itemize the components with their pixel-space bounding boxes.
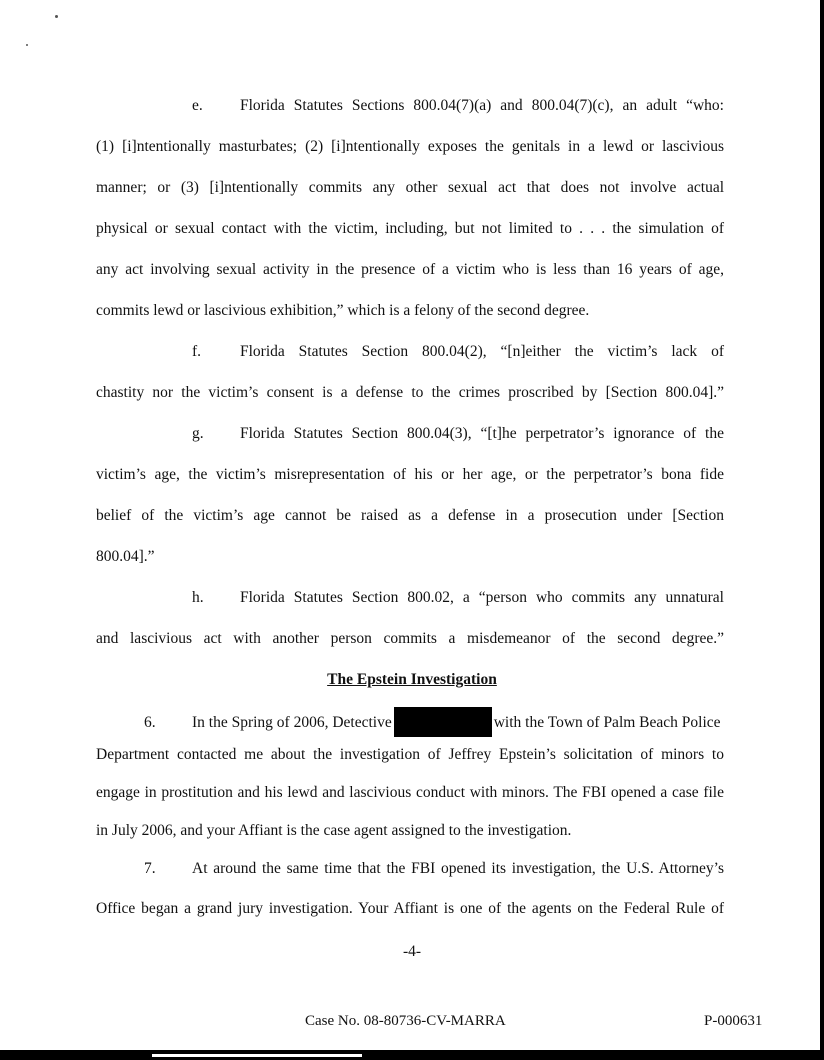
clause-e-line	[192, 97, 724, 115]
body-line: (1) [i]ntentionally masturbates; (2) [i]ntentionally exposes the genitals in a lewd or lascivious	[96, 138, 724, 155]
bates-number: P-000631	[704, 1013, 763, 1029]
body-line: in July 2006, and your Affiant is the case agent assigned to the investigation.	[96, 822, 572, 839]
scan-border-right	[820, 0, 824, 1060]
paragraph-6-first-line	[144, 708, 724, 738]
body-line: any act involving sexual activity in the presence of a victim who is less than 16 years of age,	[96, 261, 724, 278]
paragraph-text: In the Spring of 2006, Detective	[192, 714, 392, 731]
clause-text: Florida Statutes Section 800.02, a “person who commits any unnatural	[240, 589, 724, 606]
clause-text: Florida Statutes Section 800.04(2), “[n]either the victim’s lack of	[240, 343, 724, 360]
clause-label: h.	[192, 589, 204, 606]
body-line: and lascivious act with another person commits a misdemeanor of the second degree.”	[96, 630, 724, 647]
redaction-box	[394, 707, 492, 737]
body-line: manner; or (3) [i]ntentionally commits any other sexual act that does not involve actual	[96, 179, 724, 196]
body-line: victim’s age, the victim’s misrepresentation of his or her age, or the perpetrator’s bona fide	[96, 466, 724, 483]
paragraph-text: At around the same time that the FBI opened its investigation, the U.S. Attorney’s	[192, 860, 724, 877]
paragraph-number: 6.	[144, 714, 156, 731]
body-line: belief of the victim’s age cannot be raised as a defense in a prosecution under [Section	[96, 507, 724, 524]
scan-border-bottom	[0, 1050, 824, 1060]
scan-speck	[26, 44, 28, 46]
clause-f-line	[192, 343, 724, 361]
clause-text: Florida Statutes Sections 800.04(7)(a) and 800.04(7)(c), an adult “who:	[240, 97, 724, 114]
body-line: physical or sexual contact with the victim, including, but not limited to . . . the simulation of	[96, 220, 724, 237]
page-number: -4-	[402, 943, 422, 960]
clause-label: f.	[192, 343, 202, 360]
scan-speck	[55, 15, 58, 18]
paragraph-7-first-line	[144, 860, 724, 878]
paragraph-text: with the Town of Palm Beach Police	[493, 714, 721, 731]
body-line: Office began a grand jury investigation. Your Affiant is one of the agents on the Federal Rule of	[96, 900, 724, 917]
clause-h-line	[192, 589, 724, 607]
clause-label: g.	[192, 425, 204, 442]
body-line: commits lewd or lascivious exhibition,” which is a felony of the second degree.	[96, 302, 590, 319]
body-line: Department contacted me about the investigation of Jeffrey Epstein’s solicitation of minors to	[96, 746, 724, 763]
case-number: Case No. 08-80736-CV-MARRA	[305, 1013, 506, 1029]
clause-label: e.	[192, 97, 203, 114]
body-line: chastity nor the victim’s consent is a defense to the crimes proscribed by [Section 800.04].”	[96, 384, 724, 401]
body-line: engage in prostitution and his lewd and lascivious conduct with minors. The FBI opened a case file	[96, 784, 724, 801]
clause-text: Florida Statutes Section 800.04(3), “[t]he perpetrator’s ignorance of the	[240, 425, 724, 442]
section-heading: The Epstein Investigation	[327, 671, 497, 688]
clause-g-line	[192, 425, 724, 443]
paragraph-number: 7.	[144, 860, 156, 877]
body-line: 800.04].”	[96, 548, 155, 565]
